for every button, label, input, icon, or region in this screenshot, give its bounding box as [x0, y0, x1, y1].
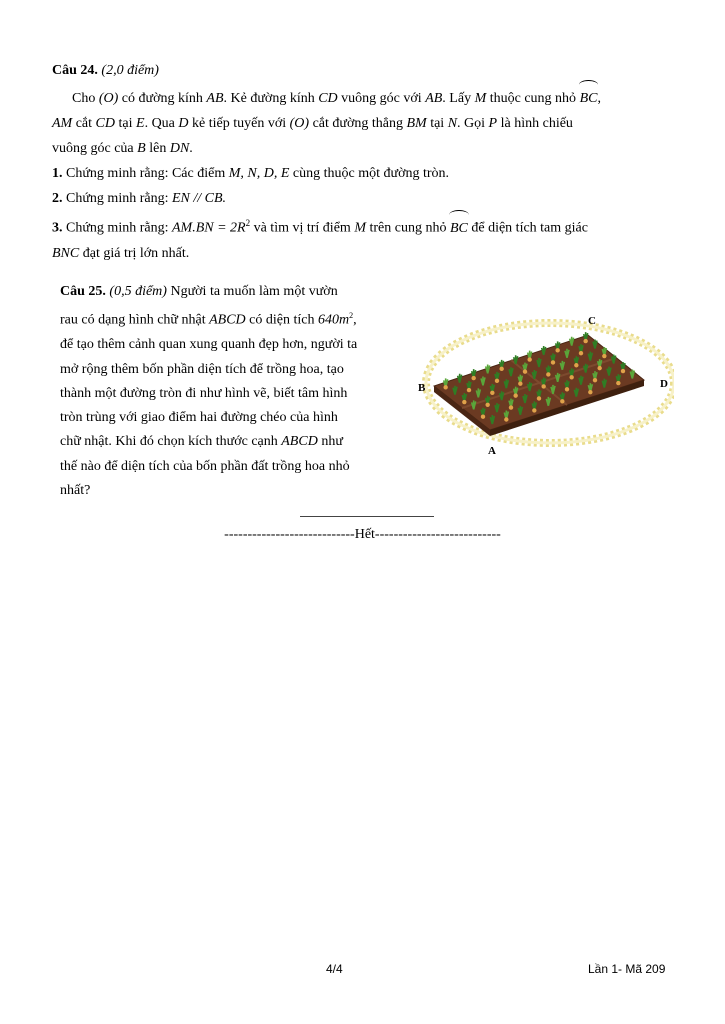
onion-bulb	[532, 408, 536, 412]
question-25-line-3: để tạo thêm cảnh quan xung quanh đẹp hơn, người ta	[60, 337, 358, 353]
onion-bulb	[565, 387, 569, 391]
text: như	[317, 434, 343, 450]
label-a: A	[488, 445, 496, 457]
onion-bulb	[621, 369, 625, 373]
question-24-points: (2,0 điểm)	[101, 63, 159, 78]
onion-bulb	[467, 388, 471, 392]
text: ,	[353, 312, 357, 328]
text: trên cung nhỏ	[365, 220, 450, 236]
math-abcd: ABCD	[281, 434, 318, 450]
math-bm: BM	[406, 116, 427, 131]
garden-figure	[412, 308, 674, 460]
question-25	[60, 280, 396, 503]
text: Cho	[72, 91, 99, 106]
text: .	[189, 141, 193, 156]
question-25-line-6: tròn trùng với giao điểm hai đường chéo của hình	[60, 410, 338, 426]
math-points: M, N, D, E	[228, 166, 290, 181]
onion-bulb	[527, 357, 531, 361]
question-25-line-4: mở rộng thêm bốn phần diện tích để trồng hoa, tạo	[60, 361, 344, 377]
question-24	[52, 58, 682, 266]
math-superscript: 2	[349, 311, 354, 321]
math-dn: DN	[169, 141, 190, 156]
text: tại	[115, 116, 136, 131]
math-cd: CD	[95, 116, 115, 131]
math-e: E	[136, 116, 145, 131]
math-expression: AM.BN = 2R	[171, 220, 246, 236]
math-am: AM	[52, 116, 73, 131]
question-24-line-1	[52, 83, 682, 111]
label-b: B	[418, 382, 426, 394]
question-25-line-2	[60, 304, 396, 333]
onion-bulb	[583, 339, 587, 343]
onion-bulb	[546, 372, 550, 376]
question-25-line-7	[60, 430, 396, 454]
page-number: 4/4	[326, 962, 343, 976]
text: có đường kính	[118, 91, 207, 106]
math-circle-o: (O)	[98, 91, 119, 106]
text: lên	[145, 141, 170, 156]
onion-bulb	[541, 384, 545, 388]
question-24-item-3	[52, 211, 682, 241]
text: để diện tích tam giác	[467, 220, 588, 236]
text: . Gọi	[457, 116, 489, 131]
item-number: 1.	[52, 166, 63, 181]
onion-bulb	[490, 391, 494, 395]
question-24-line-3	[52, 136, 682, 161]
text: . Kẻ đường kính	[223, 91, 319, 106]
text: đạt giá trị lớn nhất.	[79, 245, 190, 261]
text: Người ta muốn làm một vườn	[166, 284, 338, 299]
label-c: C	[588, 315, 596, 327]
onion-bulb	[518, 381, 522, 385]
math-n: N	[447, 116, 458, 131]
text: kẻ tiếp tuyến với	[188, 116, 290, 131]
math-area: 640m	[317, 312, 350, 328]
question-25-line-8: thế nào để diện tích của bốn phần đất trồng hoa nhỏ	[60, 458, 350, 474]
text: cùng thuộc một đường tròn.	[289, 166, 450, 181]
text: tại	[426, 116, 448, 131]
question-24-item-1	[52, 161, 682, 186]
math-b: B	[137, 141, 146, 156]
text: vuông góc với	[337, 91, 426, 106]
onion-bulb	[579, 351, 583, 355]
onion-bulb	[443, 385, 447, 389]
onion-bulb	[485, 403, 489, 407]
math-circle-o: (O)	[289, 116, 310, 131]
onion-bulb	[569, 375, 573, 379]
onion-bulb	[481, 415, 485, 419]
text: thuộc cung nhỏ	[486, 91, 580, 106]
math-d: D	[178, 116, 189, 131]
question-24-line-7	[52, 241, 682, 266]
math-ab: AB	[206, 91, 224, 106]
onion-bulb	[471, 376, 475, 380]
math-m: M	[354, 220, 366, 236]
onion-bulb	[499, 367, 503, 371]
onion-bulb	[602, 354, 606, 358]
onion-bulb	[555, 348, 559, 352]
text: Chứng minh rằng:	[62, 220, 172, 236]
question-25-line-1	[60, 280, 396, 304]
text: và tìm vị trí điểm	[250, 220, 355, 236]
item-number: 2.	[52, 191, 63, 206]
question-24-line-2	[52, 111, 682, 136]
math-m: M	[474, 91, 487, 106]
onion-bulb	[593, 378, 597, 382]
text: cắt đường thẳng	[309, 116, 407, 131]
onion-bulb	[560, 399, 564, 403]
onion-bulb	[588, 390, 592, 394]
text: vuông góc của	[52, 141, 138, 156]
onion-bulb	[513, 393, 517, 397]
question-25-points: (0,5 điểm)	[109, 284, 167, 299]
math-arc-bc: BC	[580, 83, 598, 111]
math-expression: EN // CB.	[171, 191, 227, 206]
end-rule	[300, 516, 434, 517]
text: có diện tích	[245, 312, 318, 328]
text: chữ nhật. Khi đó chọn kích thước cạnh	[60, 434, 282, 450]
onion-bulb	[597, 366, 601, 370]
onion-bulb	[551, 360, 555, 364]
text: . Lấy	[442, 91, 475, 106]
onion-bulb	[462, 400, 466, 404]
question-24-item-2	[52, 186, 682, 211]
math-p: P	[488, 116, 498, 131]
text: Chứng minh rằng: Các điểm	[62, 166, 229, 181]
question-25-line-5: thành một đường tròn đi như hình vẽ, biết tâm hình	[60, 385, 348, 401]
question-25-line-9: nhất?	[60, 483, 91, 499]
text: Chứng minh rằng:	[62, 191, 172, 206]
math-arc-bc: BC	[450, 213, 468, 241]
onion-bulb	[504, 417, 508, 421]
math-ab: AB	[425, 91, 443, 106]
onion-bulb	[537, 396, 541, 400]
label-d: D	[660, 378, 668, 390]
question-25-title: Câu 25.	[60, 284, 106, 299]
onion-bulb	[616, 381, 620, 385]
exam-code: Lần 1- Mã 209	[588, 962, 666, 976]
math-superscript: 2	[245, 218, 251, 228]
onion-bulb	[495, 379, 499, 383]
onion-bulb	[523, 369, 527, 373]
item-number: 3.	[52, 220, 63, 236]
end-marker: ----------------------------Hết---------------------------	[224, 527, 501, 542]
onion-bulb	[509, 405, 513, 409]
text: . Qua	[144, 116, 179, 131]
text: rau có dạng hình chữ nhật	[60, 312, 210, 328]
onion-bulb	[574, 363, 578, 367]
math-cd: CD	[318, 91, 338, 106]
text: ,	[597, 91, 601, 106]
text: là hình chiếu	[497, 116, 573, 131]
math-abcd: ABCD	[209, 312, 246, 328]
text: cắt	[72, 116, 96, 131]
question-24-title: Câu 24.	[52, 63, 98, 78]
math-bnc: BNC	[52, 245, 80, 261]
